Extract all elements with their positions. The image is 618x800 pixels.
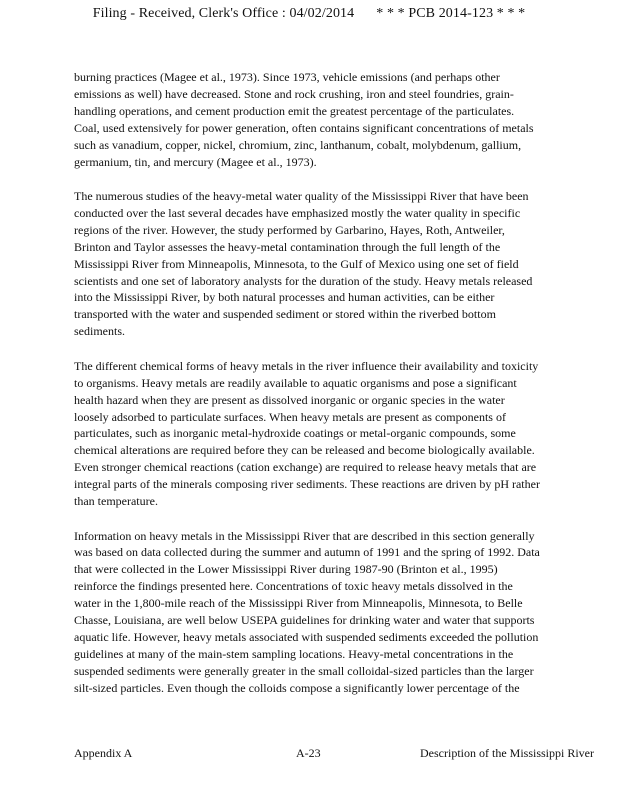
text-line: handling operations, and cement production emit the greatest percentage of the particulates. (74, 103, 515, 118)
page-footer (74, 746, 618, 762)
text-line: Even stronger chemical reactions (cation exchange) are required to release heavy metals that are (74, 460, 537, 475)
text-line: sediments. (74, 324, 125, 339)
paragraph (74, 528, 606, 697)
document-body (74, 69, 606, 714)
text-line: Mississippi River from Minneapolis, Minnesota, to the Gulf of Mexico using one set of field (74, 256, 519, 271)
paragraph (74, 188, 606, 340)
text-line: was based on data collected during the summer and autumn of 1991 and the spring of 1992. Data (74, 545, 540, 560)
text-line: silt-sized particles. Even though the colloids compose a significantly lower percentage of the (74, 680, 520, 695)
text-line: regions of the river. However, the study performed by Garbarino, Hayes, Roth, Antweiler, (74, 222, 505, 237)
text-line: aquatic life. However, heavy metals associated with suspended sediments exceeded the pollution (74, 629, 539, 644)
paragraph (74, 358, 606, 510)
text-line: reinforce the findings presented here. Concentrations of toxic heavy metals dissolved in the (74, 579, 513, 594)
text-line: emissions as well) have decreased. Stone and rock crushing, iron and steel foundries, grain- (74, 86, 514, 101)
text-line: scientists and one set of laboratory analysts for the duration of the study. Heavy metals released (74, 273, 533, 288)
text-line: Information on heavy metals in the Mississippi River that are described in this section generally (74, 528, 535, 543)
text-line: particulates, such as inorganic metal-hydroxide coatings or metal-organic compounds, some (74, 426, 516, 441)
text-line: conducted over the last several decades have emphasized mostly the water quality in specific (74, 205, 521, 220)
footer-section-title: Description of the Mississippi River (420, 746, 594, 760)
text-line: such as vanadium, copper, nickel, chromium, zinc, lanthanum, cobalt, molybdenum, gallium, (74, 137, 522, 152)
text-line: Chasse, Louisiana, are well below USEPA guidelines for drinking water and water that supports (74, 613, 535, 628)
text-line: into the Mississippi River, by both natural processes and human activities, can be either (74, 290, 495, 305)
text-line: chemical alterations are required before they can be released and become biologically available. (74, 443, 535, 458)
text-line: guidelines at many of the main-stem sampling locations. Heavy-metal concentrations in the (74, 646, 514, 661)
paragraph (74, 69, 606, 170)
text-line: The different chemical forms of heavy metals in the river influence their availability and toxicity (74, 358, 539, 373)
filing-stamp: Filing - Received, Clerk's Office : 04/02/2014 (92, 6, 355, 21)
text-line: The numerous studies of the heavy-metal water quality of the Mississippi River that have been (74, 189, 529, 204)
text-line: burning practices (Magee et al., 1973). Since 1973, vehicle emissions (and perhaps other (74, 70, 500, 84)
docket-number: * * * PCB 2014-123 * * * (376, 6, 526, 21)
text-line: Coal, used extensively for power generation, often contains significant concentrations of metals (74, 120, 534, 135)
text-line: germanium, tin, and mercury (Magee et al., 1973). (74, 154, 317, 169)
text-line: Brinton and Taylor assesses the heavy-metal contamination through the full length of the (74, 239, 501, 254)
text-line: to organisms. Heavy metals are readily available to aquatic organisms and pose a significant (74, 375, 517, 390)
text-line: loosely adsorbed to particulate surfaces. When heavy metals are present as components of (74, 409, 506, 424)
text-line: health hazard when they are present as dissolved inorganic or organic species in the water (74, 392, 505, 407)
text-line: suspended sediments were generally greater in the small colloidal-sized particles than the larger (74, 663, 534, 678)
text-line: than temperature. (74, 494, 158, 509)
text-line: water in the 1,800-mile reach of the Mississippi River from Minneapolis, Minnesota, to Belle (74, 596, 523, 611)
text-line: transported with the water and suspended sediment or stored within the riverbed bottom (74, 307, 496, 322)
footer-appendix: Appendix A (74, 746, 133, 760)
page-number: A-23 (296, 746, 321, 760)
page-header (0, 6, 618, 22)
text-line: that were collected in the Lower Mississippi River during 1987-90 (Brinton et al., 1995) (74, 562, 498, 577)
text-line: integral parts of the minerals composing river sediments. These reactions are driven by pH rather (74, 477, 540, 492)
